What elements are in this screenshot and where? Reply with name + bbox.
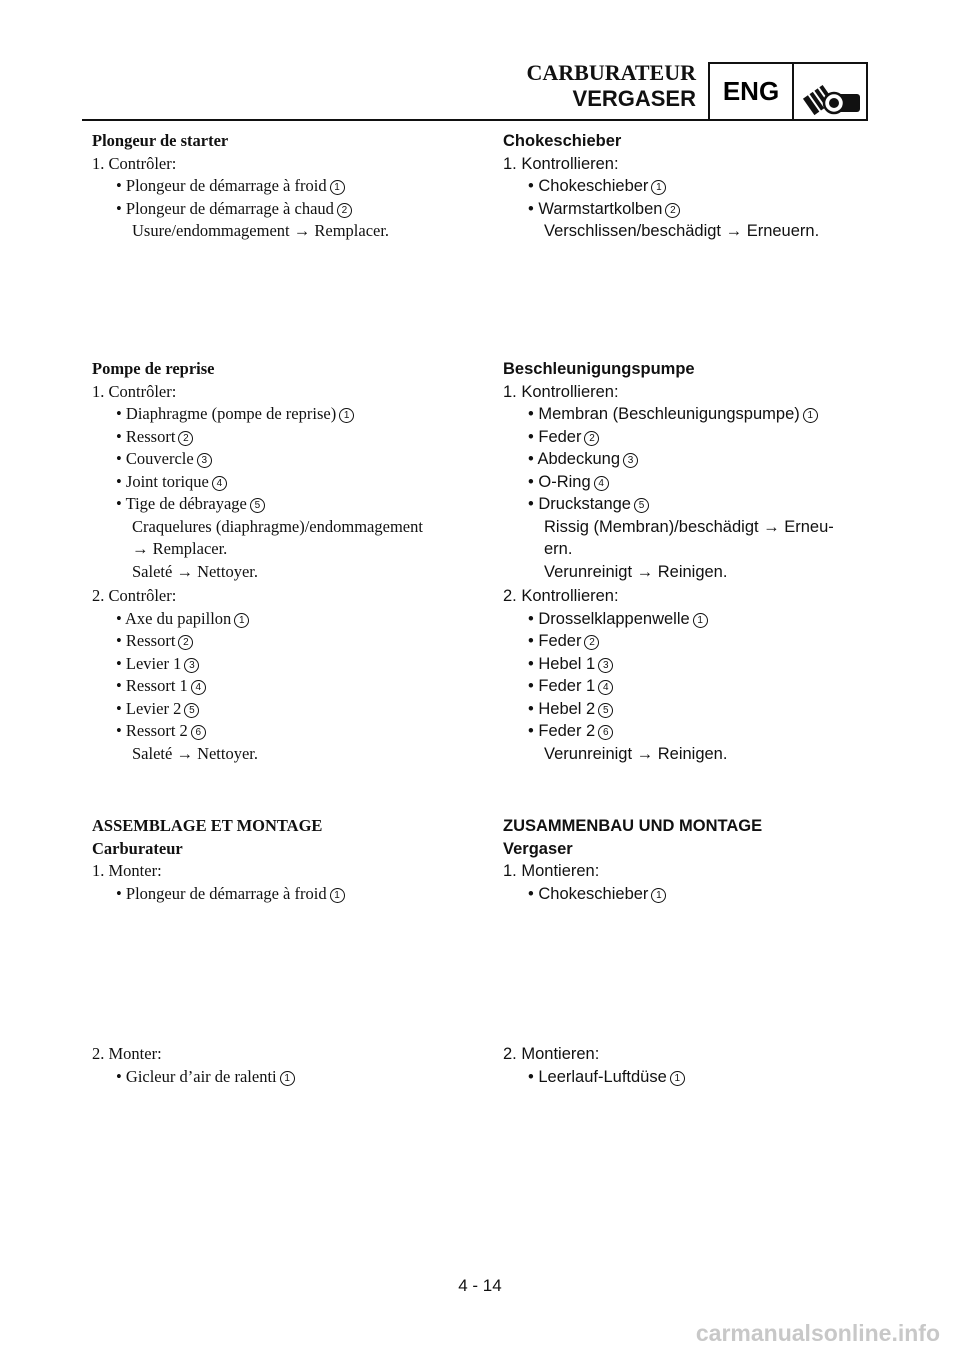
watermark: carmanualsonline.info (695, 1320, 940, 1346)
de-pump-note-2: Verunreinigt → Reinigen. (544, 562, 728, 581)
callout-3: 3 (623, 453, 638, 468)
fr-pump-item-4: • Ressort 1 (116, 676, 188, 695)
de-choke-heading: Chokeschieber (503, 132, 622, 150)
de-pump-bullet-1: • Membran (Beschleunigungspumpe) (528, 405, 800, 423)
fr-pump-item-3: • Levier 1 (116, 653, 182, 673)
de-choke-note: Verschlissen/beschädigt → Erneuern. (544, 222, 820, 240)
fr-pump-heading: Pompe de reprise (92, 359, 215, 378)
de-choke-step-1: 1. Kontrollieren: (503, 154, 619, 173)
de-assembly-step-1: 1. Montieren: (503, 862, 600, 880)
fr-pump-section (92, 358, 472, 765)
callout-1: 1 (330, 888, 345, 903)
de-choke-bullet-1: • Chokeschieber (528, 177, 649, 195)
de-pump-heading: Beschleunigungspumpe (503, 360, 695, 378)
callout-1: 1 (330, 180, 345, 195)
de-pump-step-2: 2. Kontrollieren: (503, 587, 619, 605)
callout-1: 1 (234, 613, 249, 628)
callout-2: 2 (178, 635, 193, 650)
fr-assembly-bullet-1: • Plongeur de démarrage à froid (116, 883, 327, 903)
de-pump-note-1b: ern. (544, 540, 573, 558)
de-assembly-bullet-2: • Leerlauf-Luftdüse (528, 1067, 667, 1086)
callout-4: 4 (594, 476, 609, 491)
de-assembly-step-2-block (503, 1043, 883, 1088)
de-column (503, 130, 883, 243)
callout-1: 1 (803, 408, 818, 423)
de-pump-item-3: • Hebel 1 (528, 654, 596, 673)
fr-pump-step-2: 2. Contrôler: (92, 586, 177, 605)
de-pump-item-5: • Hebel 2 (528, 699, 596, 718)
de-assembly-step-2: 2. Montieren: (503, 1045, 600, 1063)
header-title-de: VERGASER (572, 86, 696, 111)
fr-pump-note-1b: → Remplacer. (132, 539, 228, 558)
fr-assembly-step-2: 2. Monter: (92, 1044, 162, 1063)
callout-5: 5 (250, 498, 265, 513)
callout-2: 2 (584, 635, 599, 650)
de-assembly-heading: ZUSAMMENBAU UND MONTAGE (503, 817, 763, 835)
de-pump-item-2: • Feder (528, 632, 582, 650)
fr-assembly-step-1: 1. Monter: (92, 861, 162, 880)
callout-1: 1 (693, 613, 708, 628)
fr-pump-note-1a: Craquelures (diaphragme)/endommagement (132, 516, 423, 536)
callout-1: 1 (339, 408, 354, 423)
engine-spring-icon (794, 64, 866, 119)
de-pump-note-1a: Rissig (Membran)/beschädigt → Erneu- (544, 517, 834, 536)
callout-3: 3 (197, 453, 212, 468)
callout-4: 4 (191, 680, 206, 695)
fr-assembly-heading: ASSEMBLAGE ET MONTAGE (92, 816, 323, 835)
de-assembly-bullet-1: • Chokeschieber (528, 884, 649, 903)
de-choke-bullet-2: • Warmstartkolben (528, 199, 663, 218)
callout-2: 2 (584, 431, 599, 446)
fr-pump-note-2: Saleté → Nettoyer. (132, 561, 259, 581)
fr-pump-bullet-1: • Diaphragme (pompe de reprise) (116, 404, 337, 423)
callout-1: 1 (670, 1071, 685, 1086)
callout-2: 2 (337, 203, 352, 218)
callout-1: 1 (651, 180, 666, 195)
callout-4: 4 (212, 476, 227, 491)
fr-pump-bullet-4: • Joint torique (116, 471, 209, 491)
callout-5: 5 (184, 703, 199, 718)
fr-pump-item-6: • Ressort 2 (116, 721, 188, 740)
page-number: 4 - 14 (458, 1276, 502, 1295)
section-badge (708, 62, 868, 121)
fr-starter-bullet-2: • Plongeur de démarrage à chaud (116, 198, 334, 218)
fr-pump-bullet-3: • Couvercle (116, 449, 194, 468)
de-pump-item-6: • Feder 2 (528, 722, 596, 740)
callout-3: 3 (598, 658, 613, 673)
fr-pump-bullet-2: • Ressort (116, 426, 176, 446)
de-pump-bullet-4: • O-Ring (528, 472, 591, 491)
callout-1: 1 (651, 888, 666, 903)
fr-starter-step-1: 1. Contrôler: (92, 153, 177, 173)
fr-column (92, 130, 472, 243)
callout-1: 1 (280, 1071, 295, 1086)
fr-assembly-bullet-2: • Gicleur d’air de ralenti (116, 1066, 277, 1086)
callout-2: 2 (178, 431, 193, 446)
fr-pump-item-5: • Levier 2 (116, 698, 182, 718)
de-pump-note-3: Verunreinigt → Reinigen. (544, 744, 728, 763)
callout-2: 2 (665, 203, 680, 218)
header-rule (82, 119, 710, 121)
de-assembly-subheading: Vergaser (503, 839, 573, 858)
callout-6: 6 (598, 725, 613, 740)
fr-pump-item-2: • Ressort (116, 631, 176, 650)
fr-starter-heading: Plongeur de starter (92, 131, 229, 150)
fr-pump-item-1: • Axe du papillon (116, 608, 232, 628)
de-pump-step-1: 1. Kontrollieren: (503, 382, 619, 401)
fr-assembly-subheading: Carburateur (92, 838, 183, 858)
callout-5: 5 (634, 498, 649, 513)
de-pump-item-4: • Feder 1 (528, 677, 596, 695)
de-pump-bullet-2: • Feder (528, 427, 582, 446)
fr-pump-bullet-5: • Tige de débrayage (116, 494, 247, 513)
callout-6: 6 (191, 725, 206, 740)
header-title-fr: CARBURATEUR (526, 60, 696, 85)
callout-3: 3 (184, 658, 199, 673)
fr-pump-step-1: 1. Contrôler: (92, 381, 177, 401)
callout-5: 5 (598, 703, 613, 718)
fr-pump-note-3: Saleté → Nettoyer. (132, 743, 259, 763)
callout-4: 4 (598, 680, 613, 695)
de-pump-bullet-5: • Druckstange (528, 495, 631, 513)
de-pump-section (503, 358, 883, 765)
de-pump-item-1: • Drosselklappenwelle (528, 609, 690, 628)
fr-starter-bullet-1: • Plongeur de démarrage à froid (116, 176, 327, 195)
badge-label: ENG (710, 64, 794, 119)
de-assembly-section (503, 815, 883, 905)
fr-starter-note: Usure/endommagement → Remplacer. (132, 221, 390, 240)
fr-assembly-step-2-block (92, 1043, 472, 1088)
fr-assembly-section (92, 815, 472, 905)
de-pump-bullet-3: • Abdeckung (528, 450, 621, 468)
